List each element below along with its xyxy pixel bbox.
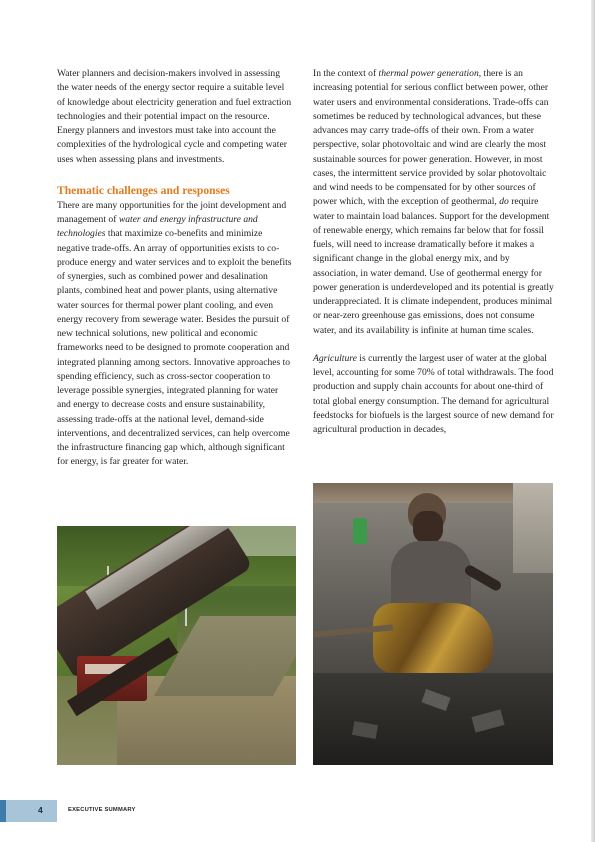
footer-color-bar [0, 800, 57, 822]
thermal-text-mid: , there is an increasing potential for serious conflict between power, other water users and environmental considerations. Trade-offs can sometimes be reduced by technological advances, but these advances may carry trade-offs of their own. From a water perspective, solar photovoltaic and wind are clearly the most sustainable sources for power generation. However, in most cases, the intermittent service provided by solar photovoltaic and wind needs to be compensated for by other sources of power which, with the exception of geothermal, [313, 68, 549, 208]
page-number: 4 [38, 805, 43, 815]
agriculture-emphasis: Agriculture [313, 352, 357, 364]
agriculture-paragraph [313, 352, 556, 438]
thematic-text-end: that maximize co-benefits and minimize negative trade-offs. An array of opportunities exists to co-produce energy and water services and to exploit the benefits of synergies, such as combined power and desalination plants, combined heat and power plants, using alternative water sources for thermal power plant cooling, and even energy recovery from sewerage water. Besides the pursuit of new technical solutions, new political and economic frameworks need to be designed to promote cooperation and integrated planning among sectors. Innovative approaches to spending efficiency, such as cross-sector cooperation to leverage possible synergies, integrated planning for water and energy to decrease costs and ensure sustainability, assessing trade-offs at the national level, demand-side interventions, and decentralized services, can help overcome the infrastructure financing gap which, although significant for energy, is far greater for water. [57, 228, 292, 468]
barge-photo [57, 526, 296, 765]
thematic-text-start: There are many opportunities for the joint development and management of [57, 199, 287, 225]
thermal-text-end: require water to maintain load balances. Support for the development of renewable energy, which remains far below that for fossil fuels, will need to increase dramatically before it makes a significant change in the global energy mix, and by association, in water demand. Use of geothermal energy for power generation is underdeveloped and its potential is greatly underappreciated. It is climate independent, produces minimal or near-zero greenhouse gas emissions, does not consume water, and its availability is infinite at human time scales. [313, 196, 554, 336]
intro-paragraph: Water planners and decision-makers involved in assessing the water needs of the energy sector require a suitable level of knowledge about electricity generation and fuel extraction technologies and their potential impact on the resource. Energy planners and investors must take into account the complexities of the hydrological cycle and competing water uses when assessing plans and investments. [57, 68, 292, 165]
page-edge-shadow [591, 0, 595, 842]
agriculture-text: is currently the largest user of water at the global level, accounting for some 70% of total withdrawals. The food production and supply chain accounts for about one-third of total global energy consumption. The demand for agricultural feedstocks for biofuels is the largest source of new demand for agricultural production in decades, [313, 352, 554, 435]
thermal-power-paragraph [313, 67, 556, 338]
patterned-wrap-skirt [373, 603, 493, 673]
thematic-paragraph [57, 199, 293, 470]
thematic-emphasis: water and energy infrastructure and technologies [57, 214, 258, 240]
charcoal-pile [313, 673, 553, 765]
left-text-column [57, 67, 293, 470]
background-light [513, 483, 553, 573]
thermal-emphasis-do: do [499, 196, 509, 208]
thermal-text-start: In the context of [313, 68, 379, 79]
face [413, 511, 443, 543]
thermal-emphasis: thermal power generation [378, 68, 479, 79]
section-heading: Thematic challenges and responses [57, 183, 230, 197]
right-text-column [313, 67, 556, 437]
green-bottle [353, 518, 367, 544]
footer-section-label: EXECUTIVE SUMMARY [68, 807, 136, 813]
charcoal-worker-photo [313, 483, 553, 765]
